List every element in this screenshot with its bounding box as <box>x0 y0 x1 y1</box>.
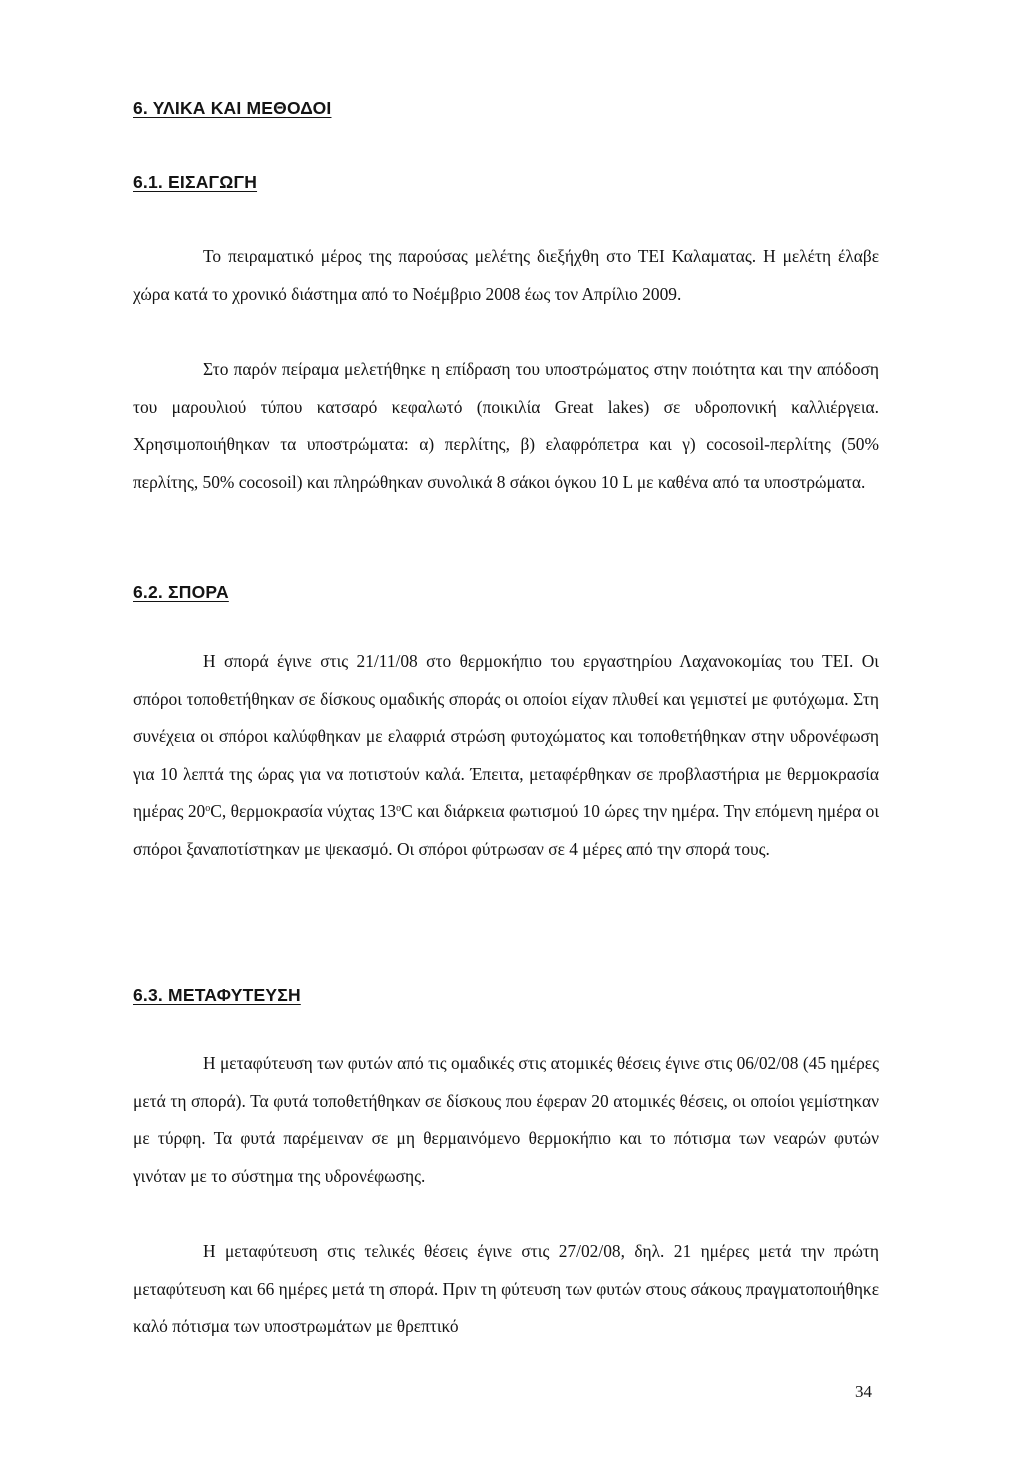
paragraph-text: C, θερμοκρασία νύχτας 13 <box>210 801 397 822</box>
paragraph-text: Η σπορά έγινε στις 21/11/08 στο θερμοκήπιο του εργαστηρίου Λαχανοκομίας του ΤΕΙ. Οι σπόροι τοποθετήθηκαν σε δίσκους ομαδικής σποράς οι οποίοι είχαν πλυθεί και γεμιστεί με φυτόχωμα. Στη συνέχεια οι σπόροι καλύφθηκαν με ελαφριά στρώση φυτοχώματος και τοποθετήθηκαν στην υδρονέφωση για 10 λεπτά της ώρας για να ποτιστούν καλά. Έπειτα, μεταφέρθηκαν σε προβλαστήρια με θερμοκρασία ημέρας 20 <box>133 651 879 822</box>
paragraph-transplant-2 <box>133 1233 879 1346</box>
paragraph-text: C και διάρκεια φωτισμού 10 ώρες την ημέρα. Την επόμενη ημέρα οι σπόροι ξαναποτίστηκαν με ψεκασμό. Οι σπόροι φύτρωσαν σε 4 μέρες από την σπορά τους. <box>133 801 880 859</box>
section-heading-transplanting: 6.3. ΜΕΤΑΦΥΤΕΥΣΗ <box>133 985 301 1005</box>
paragraph-intro-1 <box>133 238 879 313</box>
main-heading: 6. ΥΛΙΚΑ ΚΑΙ ΜΕΘΟΔΟΙ <box>133 98 332 118</box>
degree-sup: ο <box>396 803 402 815</box>
paragraph-sowing <box>133 643 879 869</box>
page-number: 34 <box>855 1382 872 1401</box>
paragraph-text: Η μεταφύτευση στις τελικές θέσεις έγινε στις 27/02/08, δηλ. 21 ημέρες μετά την πρώτη μεταφύτευση και 66 ημέρες μετά τη σπορά. Πριν τη φύτευση των φυτών στους σάκους πραγματοποιήθηκε καλό πότισμα των υποστρωμάτων με θρεπτικό <box>133 1241 879 1337</box>
paragraph-text: Το πειραματικό μέρος της παρούσας μελέτης διεξήχθη στο ΤΕΙ Καλαματας. Η μελέτη έλαβε χώρα κατά το χρονικό διάστημα από το Νοέμβριο 2008 έως τον Απρίλιο 2009. <box>133 246 879 304</box>
section-heading-introduction: 6.1. ΕΙΣΑΓΩΓΗ <box>133 172 258 192</box>
paragraph-text: Η μεταφύτευση των φυτών από τις ομαδικές στις ατομικές θέσεις έγινε στις 06/02/08 (45 ημέρες μετά τη σπορά). Τα φυτά τοποθετήθηκαν σε δίσκους που έφεραν 20 ατομικές θέσεις, οι οποίοι γεμίστηκαν με τύρφη. Τα φυτά παρέμειναν σε μη θερμαινόμενο θερμοκήπιο και το πότισμα των νεαρών φυτών γινόταν με το σύστημα της υδρονέφωσης. <box>133 1053 879 1186</box>
paragraph-intro-2 <box>133 351 879 501</box>
section-heading-sowing: 6.2. ΣΠΟΡΑ <box>133 582 229 602</box>
paragraph-transplant-1 <box>133 1045 879 1195</box>
degree-sup: ο <box>205 803 211 815</box>
paragraph-text: Στο παρόν πείραμα μελετήθηκε η επίδραση του υποστρώματος στην ποιότητα και την απόδοση του μαρουλιού τύπου κατσαρό κεφαλωτό (ποικιλία Great lakes) σε υδροπονική καλλιέργεια. Χρησιμοποιήθηκαν τα υποστρώματα: α) περλίτης, β) ελαφρόπετρα και γ) cocosoil-περλίτης (50% περλίτης, 50% cocosoil) και πληρώθηκαν συνολικά 8 σάκοι όγκου 10 L με καθένα από τα υποστρώματα. <box>133 359 879 492</box>
